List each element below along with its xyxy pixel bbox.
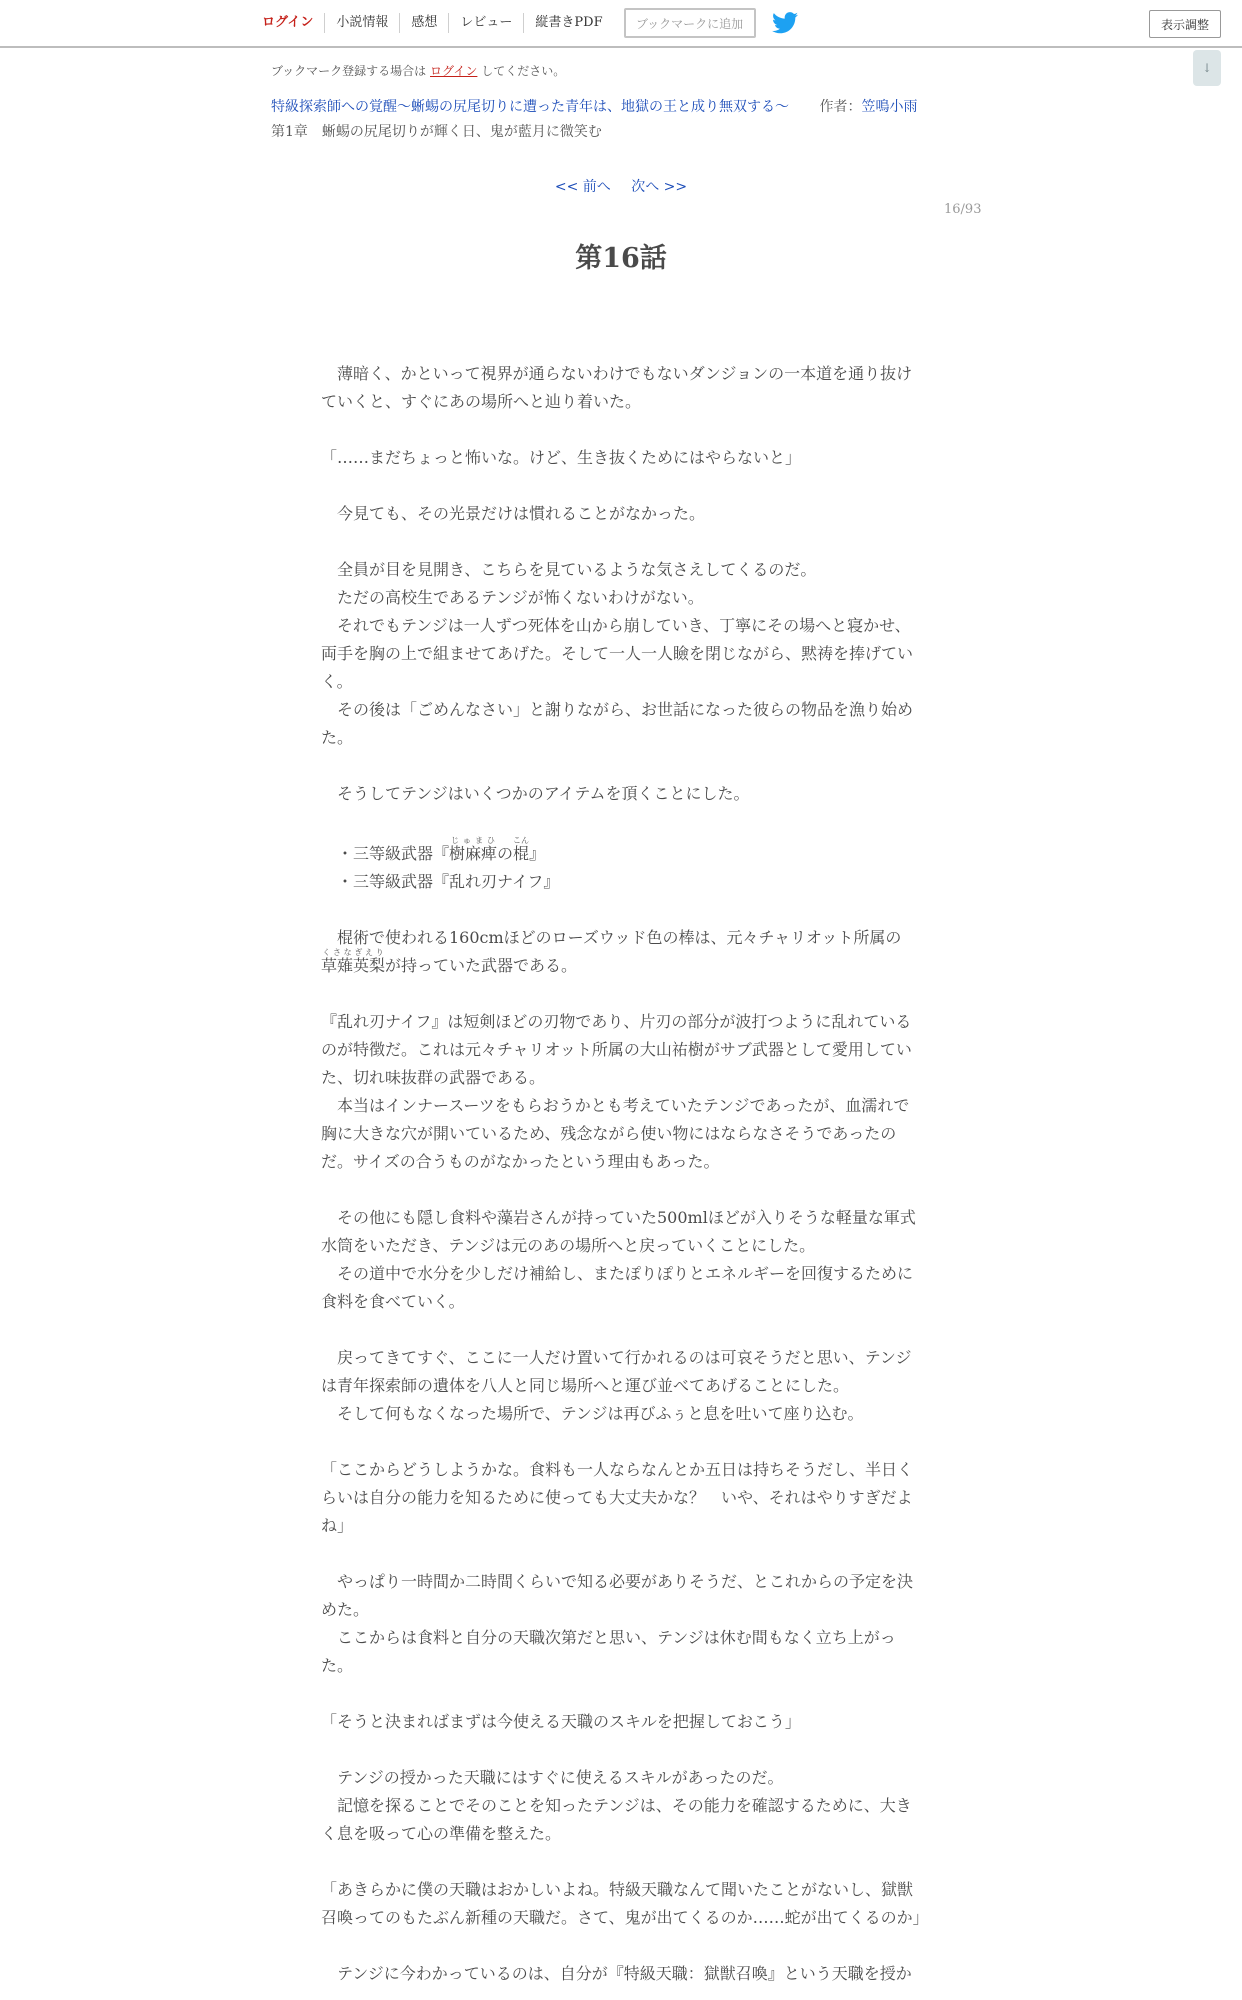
body-paragraph: その後は「ごめんなさい」と謝りながら、お世話になった彼らの物品を漁り始めた。 — [321, 700, 914, 747]
item-prefix: ・三等級武器『 — [321, 844, 450, 863]
arrow-down-icon: ↓ — [1201, 61, 1213, 75]
body-paragraph: 全員が目を見開き、こちらを見ているような気さえしてくるのだ。 — [321, 560, 817, 579]
add-bookmark-button[interactable]: ブックマークに追加 — [624, 8, 756, 38]
body-paragraph — [321, 924, 925, 980]
chapter-title: 第1章 蜥蜴の尻尾切りが輝く日、鬼が藍月に微笑む — [271, 124, 602, 140]
body-paragraph: テンジに今わかっているのは、自分が『特級天職：獄獣召喚』という天職を授か — [321, 1964, 912, 1983]
body-paragraph: ここからは食料と自分の天職次第だと思い、テンジは休む間もなく立ち上がった。 — [321, 1628, 896, 1675]
ruby-base: 棍 — [513, 844, 530, 863]
notice-suffix: してください。 — [481, 64, 566, 78]
ruby-word — [513, 836, 530, 863]
item-suffix: 』 — [529, 844, 546, 863]
blank-line — [321, 1680, 925, 1708]
blank-line — [321, 416, 925, 444]
novel-header — [271, 96, 917, 116]
text-segment: が持っていた武器である。 — [385, 956, 578, 975]
body-paragraph: それでもテンジは一人ずつ死体を山から崩していき、丁寧にその場へと寝かせ、両手を胸の上で組ませてあげた。そして一人一人瞼を閉じながら、黙祷を捧げていく。 — [321, 616, 914, 691]
twitter-icon — [772, 12, 798, 34]
next-episode-link[interactable]: 次へ >> — [631, 179, 688, 195]
nav-novel-info-link[interactable]: 小説情報 — [325, 13, 400, 33]
blank-line — [321, 1932, 925, 1960]
body-paragraph: そして何もなくなった場所で、テンジは再びふぅと息を吐いて座り込む。 — [321, 1404, 864, 1423]
nav-vertical-pdf-link[interactable]: 縦書きPDF — [535, 15, 603, 30]
item-line: ・三等級武器『乱れ刃ナイフ』 — [321, 872, 560, 891]
ruby-word — [449, 836, 498, 863]
novel-body — [321, 360, 929, 1988]
notice-prefix: ブックマーク登録する場合は — [271, 64, 427, 78]
text-segment: 棍術で使われる160cmほどのローズウッド色の棒は、元々チャリオット所属の — [321, 928, 902, 947]
author-label: 作者： — [819, 99, 862, 115]
author-link[interactable]: 笠鳴小雨 — [861, 99, 918, 115]
bookmark-login-notice — [271, 62, 565, 79]
body-paragraph: そうしてテンジはいくつかのアイテムを頂くことにした。 — [321, 784, 750, 803]
blank-line — [321, 528, 925, 556]
body-paragraph: 今見ても、その光景だけは慣れることがなかった。 — [321, 504, 706, 523]
body-paragraph: テンジの授かった天職にはすぐに使えるスキルがあったのだ。 — [321, 1768, 784, 1787]
blank-line — [321, 808, 925, 836]
blank-line — [321, 752, 925, 780]
nav-login-link[interactable]: ログイン — [252, 13, 325, 33]
blank-line — [321, 896, 925, 924]
body-paragraph: 戻ってきてすぐ、ここに一人だけ置いて行かれるのは可哀そうだと思い、テンジは青年探索師の遺体を八人と同じ場所へと運び並べてあげることにした。 — [321, 1348, 912, 1395]
blank-line — [321, 1848, 925, 1876]
body-paragraph: 「あきらかに僕の天職はおかしいよね。特級天職なんて聞いたことがないし、獄獣召喚ってのもたぶん新種の天職だ。さて、鬼が出てくるのか……蛇が出てくるのか」 — [321, 1880, 929, 1927]
body-paragraph: 「ここからどうしようかな。食料も一人ならなんとか五日は持ちそうだし、半日くらいは自分の能力を知るために使っても大丈夫かな？ いや、それはやりすぎだよね」 — [321, 1460, 914, 1535]
nav-review-link[interactable]: レビュー — [449, 13, 524, 33]
notice-login-link[interactable]: ログイン — [430, 64, 478, 78]
nav-impressions-link[interactable]: 感想 — [400, 13, 449, 33]
blank-line — [321, 1428, 925, 1456]
blank-line — [321, 1176, 925, 1204]
blank-line — [321, 1736, 925, 1764]
prev-episode-link[interactable]: << 前へ — [554, 179, 611, 195]
body-paragraph: やっぱり一時間か二時間くらいで知る必要がありそうだ、とこれからの予定を決めた。 — [321, 1572, 914, 1619]
scroll-down-button[interactable] — [1193, 50, 1221, 86]
novel-title-link[interactable]: 特級探索師への覚醒～蜥蜴の尻尾切りに遭った青年は、地獄の王と成り無双する～ — [271, 99, 789, 115]
top-bar — [0, 0, 1242, 48]
body-paragraph: 薄暗く、かといって視界が通らないわけでもないダンジョンの一本道を通り抜けていくと、すぐにあの場所へと辿り着いた。 — [321, 364, 913, 411]
ruby-base: 草薙英梨 — [321, 956, 386, 975]
body-paragraph: 「……まだちょっと怖いな。けど、生き抜くためにはやらないと」 — [321, 448, 802, 467]
episode-pager — [0, 176, 1242, 196]
body-paragraph: 「そうと決まればまずは今使える天職のスキルを把握しておこう」 — [321, 1712, 801, 1731]
blank-line — [321, 472, 925, 500]
ruby-word — [321, 948, 386, 975]
ruby-reading: じゅまひ — [449, 836, 498, 845]
body-paragraph: その道中で水分を少しだけ補給し、またぽりぽりとエネルギーを回復するために食料を食べていく。 — [321, 1264, 914, 1311]
blank-line — [321, 1540, 925, 1568]
ruby-reading: こん — [513, 836, 530, 845]
episode-title: 第16話 — [575, 243, 667, 274]
top-nav — [252, 0, 798, 46]
display-settings-button[interactable]: 表示調整 — [1149, 10, 1221, 38]
item-mid: の — [497, 844, 514, 863]
body-paragraph: 『乱れ刃ナイフ』は短剣ほどの刃物であり、片刃の部分が波打つように乱れているのが特徴だ。これは元々チャリオット所属の大山祐樹がサブ武器として愛用していた、切れ味抜群の武器である。 — [321, 1012, 912, 1087]
ruby-reading: くさなぎえり — [321, 948, 386, 957]
item-line — [321, 836, 925, 868]
body-paragraph: ただの高校生であるテンジが怖くないわけがない。 — [321, 588, 704, 607]
body-paragraph: 記憶を探ることでそのことを知ったテンジは、その能力を確認するために、大きく息を吸って心の準備を整えた。 — [321, 1796, 912, 1843]
ruby-base: 樹麻痺 — [449, 844, 498, 863]
blank-line — [321, 1316, 925, 1344]
body-paragraph: 本当はインナースーツをもらおうかとも考えていたテンジであったが、血濡れで胸に大きな穴が開いているため、残念ながら使い物にはならなさそうであったのだ。サイズの合うものがなかったという理由もあった。 — [321, 1096, 910, 1171]
blank-line — [321, 980, 925, 1008]
body-paragraph: その他にも隠し食料や藻岩さんが持っていた500mlほどが入りそうな軽量な軍式水筒をいただき、テンジは元のあの場所へと戻っていくことにした。 — [321, 1208, 916, 1255]
twitter-share-button[interactable] — [772, 12, 798, 34]
episode-page-count: 16/93 — [944, 202, 982, 217]
